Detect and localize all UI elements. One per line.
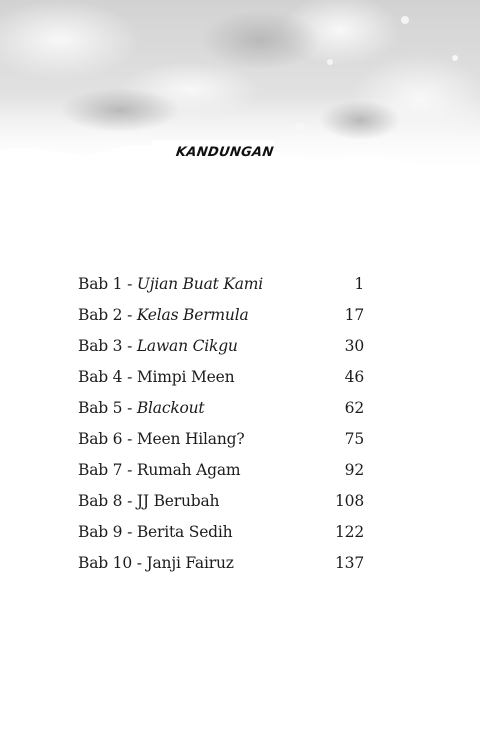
chapter-title: Blackout [136,398,205,417]
chapter-page-number: 122 [335,522,364,541]
chapter-page-number: 62 [344,398,364,417]
toc-row [78,268,364,299]
chapter-entry [78,368,234,386]
chapter-title: Meen Hilang? [136,429,245,448]
chapter-number: Bab 4 - [78,367,137,386]
chapter-page-number: 108 [335,491,364,510]
chapter-title: JJ Berubah [136,491,220,510]
toc-row [78,547,364,578]
toc-row [78,485,364,516]
chapter-entry [78,430,244,448]
chapter-title: Berita Sedih [136,522,233,541]
chapter-title: Rumah Agam [136,460,241,479]
chapter-entry [78,523,232,541]
chapter-page-number: 30 [344,336,364,355]
chapter-entry [78,306,249,324]
chapter-entry [78,399,204,417]
chapter-number: Bab 7 - [78,460,137,479]
chapter-page-number: 46 [344,367,364,386]
chapter-page-number: 17 [344,305,364,324]
chapter-number: Bab 6 - [78,429,137,448]
table-of-contents [78,268,364,578]
chapter-title: Kelas Bermula [136,305,249,324]
page-title: KANDUNGAN [174,145,275,160]
chapter-title: Lawan Cikgu [136,336,238,355]
toc-row [78,361,364,392]
chapter-page-number: 92 [344,460,364,479]
toc-row [78,516,364,547]
chapter-page-number: 137 [335,553,364,572]
chapter-page-number: 75 [344,429,364,448]
toc-row [78,330,364,361]
chapter-number: Bab 3 - [78,336,137,355]
chapter-entry [78,554,234,572]
toc-row [78,299,364,330]
chapter-entry [78,275,263,293]
chapter-entry [78,337,238,355]
toc-row [78,454,364,485]
chapter-number: Bab 5 - [78,398,137,417]
chapter-title: Mimpi Meen [136,367,235,386]
chapter-title: Janji Fairuz [146,553,234,572]
chapter-number: Bab 8 - [78,491,137,510]
chapter-number: Bab 10 - [78,553,147,572]
chapter-number: Bab 2 - [78,305,137,324]
chapter-entry [78,492,219,510]
chapter-number: Bab 1 - [78,274,137,293]
chapter-number: Bab 9 - [78,522,137,541]
toc-row [78,423,364,454]
chapter-entry [78,461,240,479]
chapter-page-number: 1 [354,274,364,293]
toc-row [78,392,364,423]
chapter-title: Ujian Buat Kami [136,274,264,293]
